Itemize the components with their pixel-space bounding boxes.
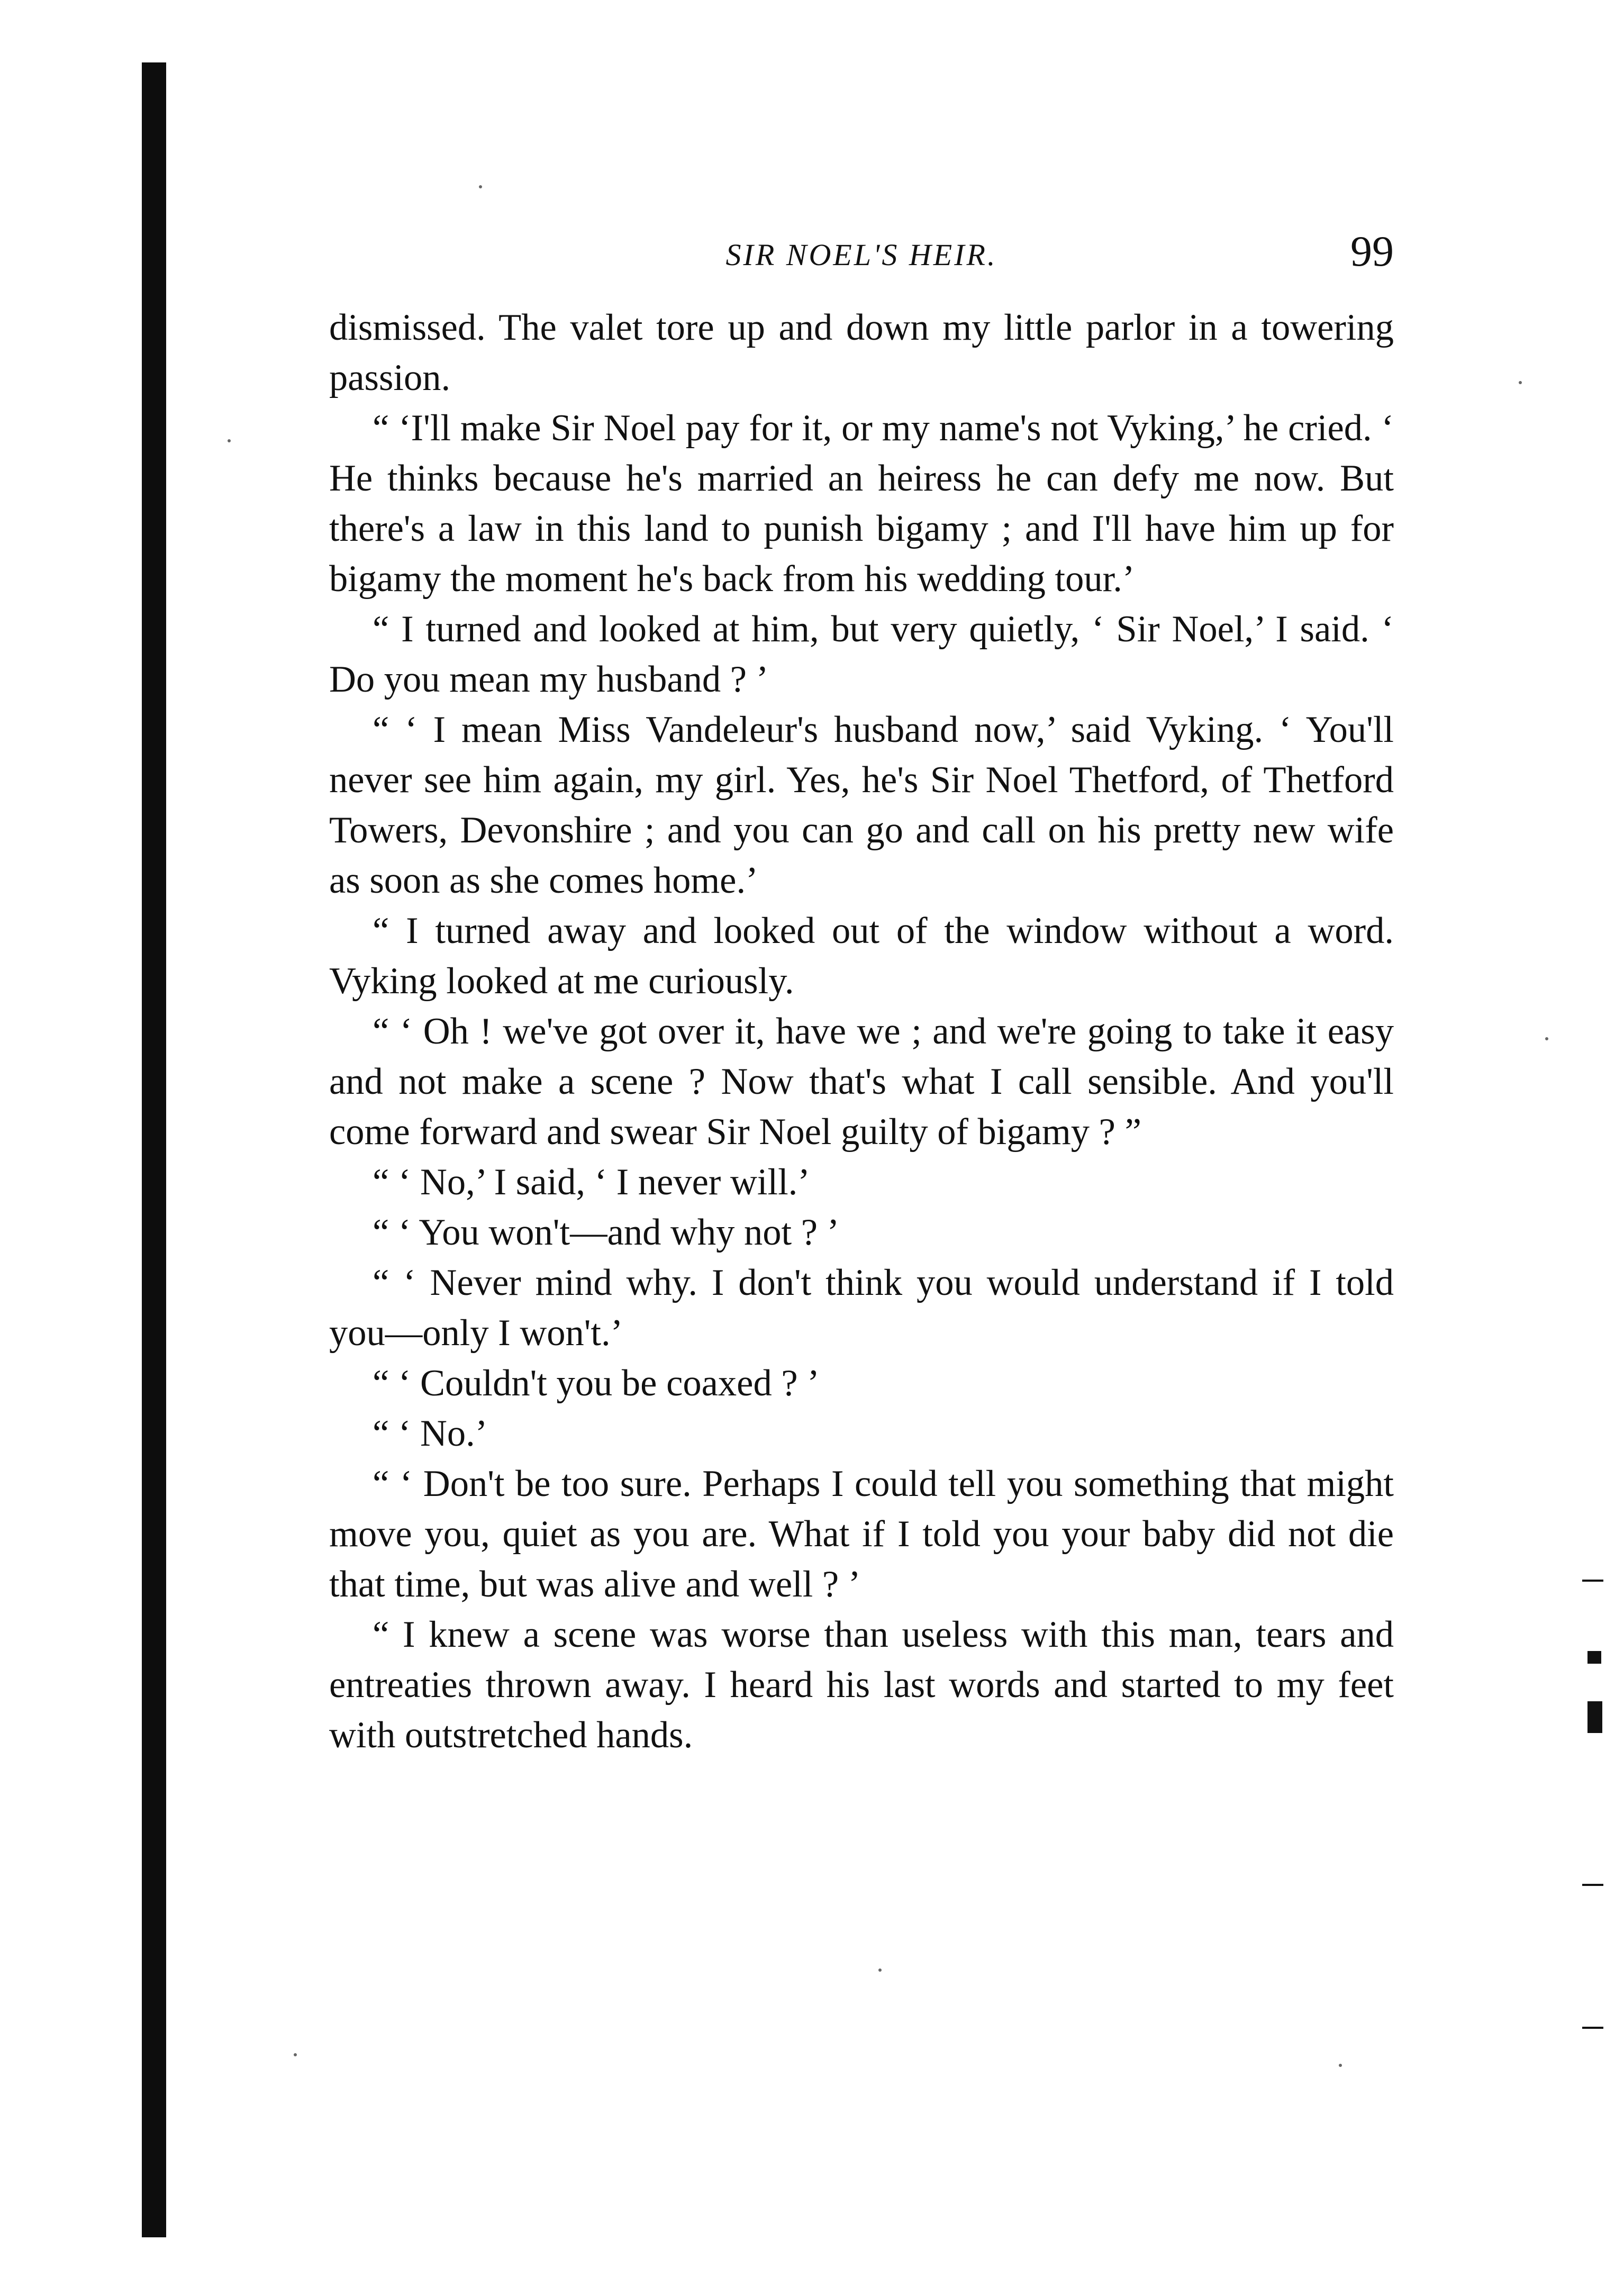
paragraph: “ ‘ Never mind why. I don't think you would understand if I told you—only I won't.’ bbox=[329, 1262, 1394, 1354]
page-number: 99 bbox=[1350, 227, 1394, 275]
scan-speck bbox=[479, 185, 482, 188]
paragraph: “ I turned away and looked out of the window without a word. Vyking looked at me curiously. bbox=[329, 910, 1394, 1002]
page-binding-edge bbox=[142, 62, 166, 2237]
scan-speck bbox=[1339, 2064, 1342, 2067]
paragraph: “ I turned and looked at him, but very quietly, ‘ Sir Noel,’ I said. ‘ Do you mean my husband ? ’ bbox=[329, 609, 1394, 700]
scan-speck bbox=[228, 439, 231, 442]
scan-mark bbox=[1582, 1580, 1603, 1582]
paragraph: “ ‘I'll make Sir Noel pay for it, or my name's not Vyking,’ he cried. ‘ He thinks because he's married an heiress he can defy me now. But there's a law in this land to punish bigamy ; and I'll have him up for bigamy the moment he's back from his wedding tour.’ bbox=[329, 407, 1394, 600]
scan-mark bbox=[1587, 1701, 1602, 1733]
paragraph: “ ‘ You won't—and why not ? ’ bbox=[373, 1212, 840, 1253]
paragraph: “ ‘ I mean Miss Vandeleur's husband now,’ said Vyking. ‘ You'll never see him again, my girl. Yes, he's Sir Noel Thetford, of Thetford Towers, Devonshire ; and you can go and call on his pretty new wife as soon as she comes home.’ bbox=[329, 709, 1394, 901]
scan-mark bbox=[1587, 1651, 1601, 1664]
paragraph: “ ‘ Don't be too sure. Perhaps I could tell you something that might move you, quiet as you are. What if I told you your baby did not die that time, but was alive and well ? ’ bbox=[329, 1463, 1394, 1605]
scan-speck bbox=[1519, 381, 1522, 384]
scan-speck bbox=[1545, 1037, 1548, 1040]
body-text bbox=[329, 303, 1394, 1761]
scan-speck bbox=[294, 2053, 297, 2056]
scan-speck bbox=[878, 1968, 882, 1972]
paragraph: “ ‘ No,’ I said, ‘ I never will.’ bbox=[373, 1162, 810, 1203]
page-header bbox=[329, 222, 1394, 286]
paragraph: “ I knew a scene was worse than useless with this man, tears and entreaties thrown away. I heard his last words and started to my feet with outstretched hands. bbox=[329, 1614, 1394, 1756]
running-title: SIR NOEL'S HEIR. bbox=[725, 238, 997, 272]
paragraph: “ ‘ No.’ bbox=[373, 1413, 488, 1454]
paragraph: dismissed. The valet tore up and down my little parlor in a towering passion. bbox=[329, 307, 1394, 398]
scan-mark bbox=[1582, 2027, 1603, 2029]
scan-mark bbox=[1582, 1884, 1603, 1886]
paragraph: “ ‘ Oh ! we've got over it, have we ; and we're going to take it easy and not make a scene ? Now that's what I call sensible. And you'll come forward and swear Sir Noel guilty of bigamy ? ” bbox=[329, 1011, 1394, 1153]
paragraph: “ ‘ Couldn't you be coaxed ? ’ bbox=[373, 1363, 820, 1404]
